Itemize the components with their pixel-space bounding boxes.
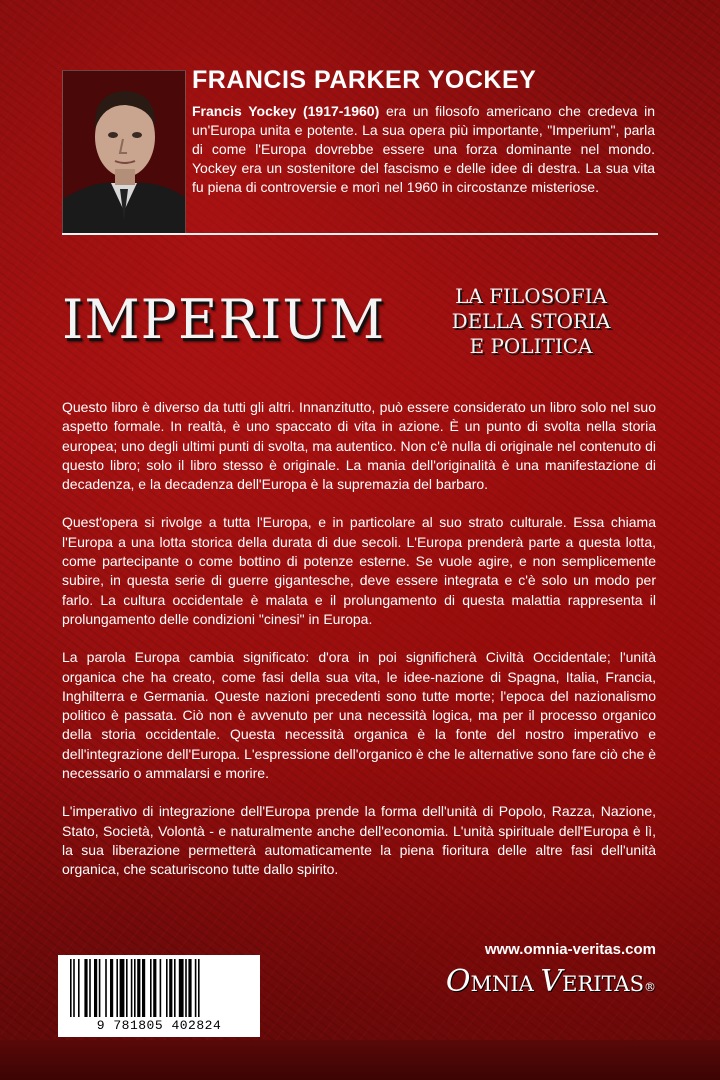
isbn-digits: 9 781805 402824: [96, 1018, 222, 1033]
description-paragraph-2: Quest'opera si rivolge a tutta l'Europa, e in particolare al suo strato culturale. Essa chiama l'Europa a una lotta storica della durata di due secoli. L'Europa prenderà parte a questa lotta, come partecipante o come bottino di potenze esterne. Se vuole agire, e non semplicemente subire, in questa serie di guerre gigantesche, deve essere integrata e c'è solo un modo per farlo. La cultura occidentale è malata e il prolungamento di questa malattia rappresenta il prolungamento delle condizioni "cinesi" in Europa.: [62, 514, 656, 627]
barcode-bar: [99, 959, 101, 1017]
isbn-barcode: [58, 955, 260, 1037]
book-subtitle: [420, 284, 642, 359]
barcode-bar: [78, 959, 80, 1017]
logo-text-mnia: MNIA: [470, 972, 541, 996]
book-description: [62, 398, 656, 899]
barcode-bar: [89, 959, 91, 1017]
barcode-bar: [160, 959, 162, 1017]
barcode-bar: [195, 959, 197, 1017]
barcode-bar: [73, 959, 75, 1017]
author-bio: [192, 102, 655, 197]
author-bio-text: era un filosofo americano che credeva in un'Europa unita e potente. La sua opera più importante, "Imperium", parla di come l'Europa dovrebbe essere una forza dominante nel mondo. Yockey era un sostenitore del fascismo e delle idee di destra. La sua vita fu piena di controversie e morì nel 1960 in circostanze misteriose.: [192, 103, 655, 195]
publisher-website: www.omnia-veritas.com: [484, 941, 656, 958]
barcode-bar: [70, 959, 72, 1017]
subtitle-line-1: LA FILOSOFIA: [455, 284, 607, 308]
barcode-bar: [120, 959, 125, 1017]
barcode-bar: [179, 959, 184, 1017]
description-paragraph-1: Questo libro è diverso da tutti gli altri. Innanzitutto, può essere considerato un libro solo nel suo aspetto formale. In realtà, è uno spaccato di vita in azione. È un punto di svolta nella storia europea; uno degli ultimi punti di svolta, ma autentico. Non c'è nulla di originale nel contenuto di questo libro; solo il libro stesso è originale. La mania dell'originalità è una manifestazione di decadenza, e la decadenza dell'Europa è la supremazia del barbaro.: [62, 399, 656, 493]
barcode-bar: [94, 959, 97, 1017]
description-paragraph-4: L'imperativo di integrazione dell'Europa prende la forma dell'unità di Popolo, Razza, Nazione, Stato, Società, Volontà - e naturalmente anche dell'economia. L'unità spirituale dell'Europa è lì, la sua liberazione permetterà automaticamente la piena fioritura delle altre fasi dell'unità organica, che scaturiscono tutte dallo spirito.: [62, 803, 656, 878]
barcode-bar: [126, 959, 128, 1017]
logo-text-eritas: ERITAS: [562, 972, 644, 996]
barcode-bar: [84, 959, 87, 1017]
barcode-bar: [142, 959, 145, 1017]
book-title: IMPERIUM: [62, 288, 386, 351]
barcode-bar: [174, 959, 176, 1017]
barcode-bar: [116, 959, 118, 1017]
divider-line: [62, 233, 658, 235]
bottom-band: [0, 1040, 720, 1080]
barcode-bar: [137, 959, 140, 1017]
barcode-bar: [110, 959, 113, 1017]
barcode-bar: [188, 959, 191, 1017]
barcode-bar: [150, 959, 152, 1017]
subtitle-line-3: E POLITICA: [469, 334, 593, 358]
author-name: FRANCIS PARKER YOCKEY: [192, 66, 537, 94]
barcode-bar: [105, 959, 107, 1017]
barcode-bar: [166, 959, 168, 1017]
barcode-bar: [134, 959, 136, 1017]
subtitle-line-2: DELLA STORIA: [451, 309, 611, 333]
author-bio-lead: Francis Yockey (1917-1960): [192, 103, 380, 119]
barcode-bar: [169, 959, 172, 1017]
logo-registered-mark: ®: [644, 980, 656, 994]
barcode-bar: [185, 959, 187, 1017]
isbn-barcode-icon: [62, 959, 256, 1017]
barcode-bar: [153, 959, 156, 1017]
publisher-logo: [446, 964, 656, 999]
author-photo: [62, 70, 186, 234]
barcode-bar: [131, 959, 133, 1017]
barcode-bar: [198, 959, 200, 1017]
author-portrait-icon: [63, 71, 185, 233]
description-paragraph-3: La parola Europa cambia significato: d'ora in poi significherà Civiltà Occidentale; l'unità organica che ha creato, come fasi della sua vita, le idee-nazione di Spagna, Italia, Francia, Inghilterra e Germania. Queste nazioni precedenti sono tutte morte; l'epoca del nazionalismo politico è passata. Ciò non è avvenuto per una necessità logica, ma per il processo organico della storia occidentale. Questa necessità organica è la fonte del nostro imperativo e dell'integrazione dell'Europa. L'espressione dell'organico è che le alternative sono fare ciò che è necessario o ammalarsi e morire.: [62, 649, 656, 782]
logo-letter-v: V: [540, 964, 563, 999]
logo-letter-o: O: [445, 964, 471, 999]
